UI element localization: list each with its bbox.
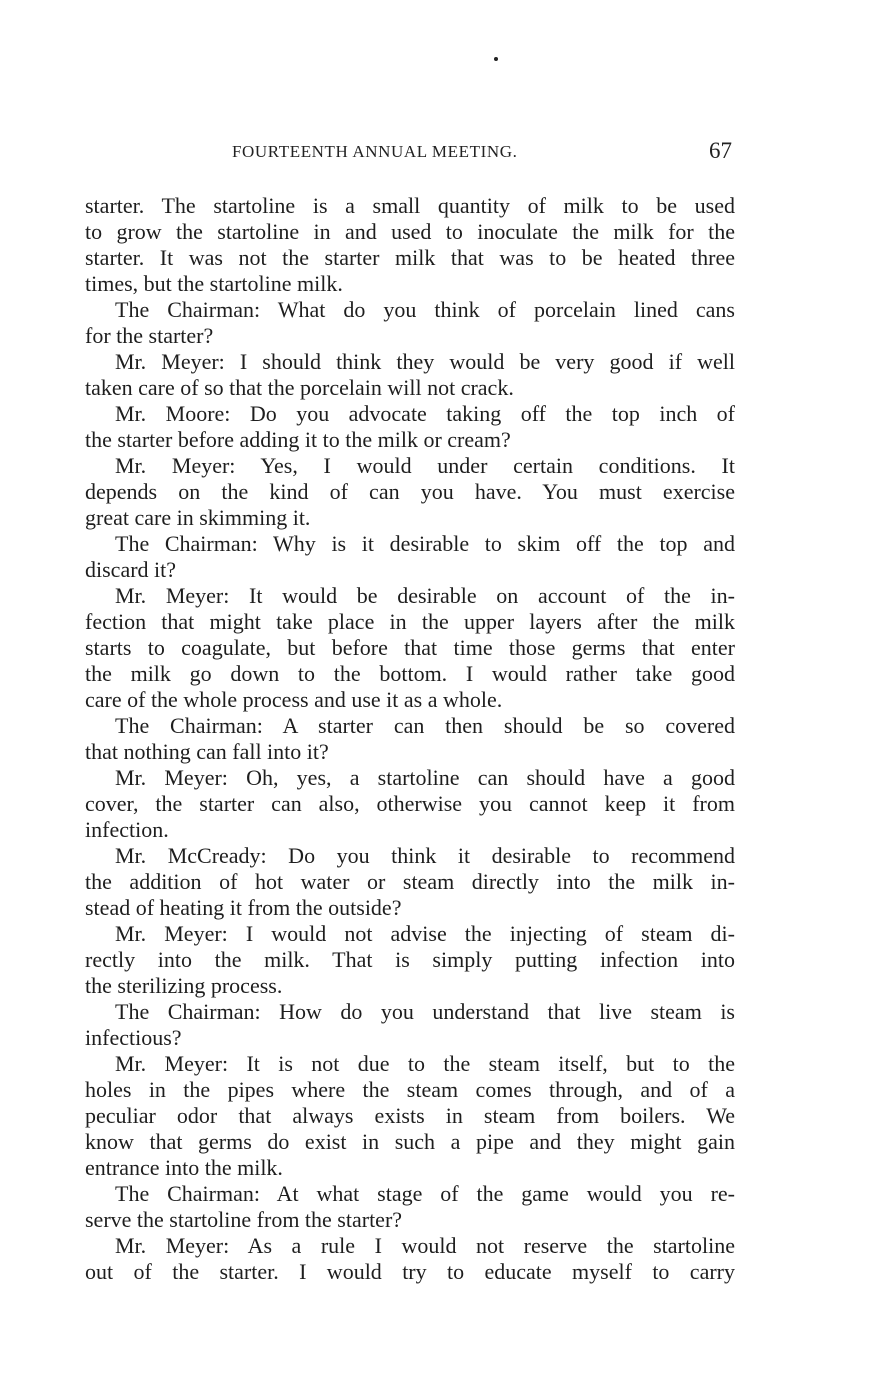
- text-line: the starter before adding it to the milk or cream?: [85, 427, 511, 452]
- text-line: The Chairman: Why is it desirable to skim off the top and: [115, 531, 735, 556]
- text-line: Mr. Meyer: It would be desirable on account of the in-: [115, 583, 735, 608]
- text-line: holes in the pipes where the steam comes through, and of a: [85, 1077, 735, 1102]
- text-line: rectly into the milk. That is simply putting infection into: [85, 947, 735, 972]
- text-line: cover, the starter can also, otherwise you cannot keep it from: [85, 791, 735, 816]
- text-line: starts to coagulate, but before that time those germs that enter: [85, 635, 735, 660]
- text-line: Mr. Meyer: As a rule I would not reserve the startoline: [115, 1233, 735, 1258]
- text-line: infectious?: [85, 1025, 182, 1050]
- text-line: the addition of hot water or steam directly into the milk in-: [85, 869, 735, 894]
- text-line: peculiar odor that always exists in steam from boilers. We: [85, 1103, 735, 1128]
- text-line: taken care of so that the porcelain will not crack.: [85, 375, 514, 400]
- text-line: know that germs do exist in such a pipe and they might gain: [85, 1129, 735, 1154]
- text-line: The Chairman: A starter can then should be so covered: [115, 713, 735, 738]
- text-line: great care in skimming it.: [85, 505, 311, 530]
- text-line: Mr. Meyer: I would not advise the injecting of steam di-: [115, 921, 735, 946]
- body-text: [85, 193, 735, 1285]
- text-line: entrance into the milk.: [85, 1155, 283, 1180]
- text-line: Mr. Meyer: It is not due to the steam itself, but to the: [115, 1051, 735, 1076]
- text-line: out of the starter. I would try to educate myself to carry: [85, 1259, 735, 1284]
- text-line: care of the whole process and use it as a whole.: [85, 687, 503, 712]
- text-line: The Chairman: How do you understand that live steam is: [115, 999, 735, 1024]
- text-line: that nothing can fall into it?: [85, 739, 329, 764]
- text-line: The Chairman: What do you think of porcelain lined cans: [115, 297, 735, 322]
- text-line: Mr. Meyer: Oh, yes, a startoline can should have a good: [115, 765, 735, 790]
- text-line: to grow the startoline in and used to inoculate the milk for the: [85, 219, 735, 244]
- text-line: Mr. Moore: Do you advocate taking off the top inch of: [115, 401, 735, 426]
- text-line: starter. The startoline is a small quantity of milk to be used: [85, 193, 735, 218]
- running-head: FOURTEENTH ANNUAL MEETING.: [232, 142, 518, 161]
- text-line: infection.: [85, 817, 169, 842]
- text-line: Mr. McCready: Do you think it desirable to recommend: [115, 843, 735, 868]
- text-line: for the starter?: [85, 323, 214, 348]
- text-line: stead of heating it from the outside?: [85, 895, 402, 920]
- text-line: fection that might take place in the upper layers after the milk: [85, 609, 735, 634]
- text-line: Mr. Meyer: Yes, I would under certain conditions. It: [115, 453, 735, 478]
- text-line: serve the startoline from the starter?: [85, 1207, 403, 1232]
- text-line: the sterilizing process.: [85, 973, 283, 998]
- text-line: discard it?: [85, 557, 177, 582]
- text-line: times, but the startoline milk.: [85, 271, 343, 296]
- text-line: starter. It was not the starter milk that was to be heated three: [85, 245, 735, 270]
- text-line: the milk go down to the bottom. I would rather take good: [85, 661, 735, 686]
- text-line: Mr. Meyer: I should think they would be very good if well: [115, 349, 735, 374]
- text-line: depends on the kind of can you have. You must exercise: [85, 479, 735, 504]
- page-number: 67: [709, 138, 732, 163]
- print-speck: [494, 57, 498, 61]
- text-line: The Chairman: At what stage of the game would you re-: [115, 1181, 735, 1206]
